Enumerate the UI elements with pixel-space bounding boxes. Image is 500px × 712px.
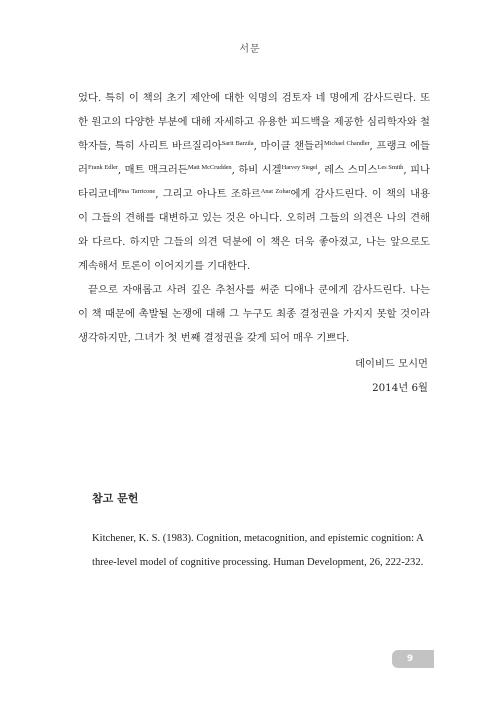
paragraph-text: , 그리고 아나트 조하르	[155, 188, 261, 200]
preface-body	[78, 86, 430, 350]
signature-date: 2014년 6월	[372, 382, 428, 394]
paragraph-text: 에게 감사드린다. 이 책의 내용이 그들의 견해를 대변하고 있는 것은 아니다. 오히려 그들의 의견은 나의 견해와 다르다. 하지만 그들의 의견 덕분에 이 책은 더욱 좋아졌고, 나는 앞으로도 계속해서 토론이 이어지기를 기대한다.	[78, 188, 430, 272]
page-number: 9	[406, 654, 414, 664]
original-name-note: Pina Tarricone	[117, 188, 156, 195]
acknowledgment-paragraph	[78, 86, 430, 278]
original-name-note: Harvey Siegel	[281, 164, 318, 171]
running-head: 서문	[239, 44, 261, 55]
paragraph-text: , 레스 스미스	[317, 164, 378, 176]
paragraph-text: , 피나 타리코네	[78, 164, 430, 200]
references-heading: 참고 문헌	[92, 492, 139, 505]
paragraph-text: , 프랭크 에들러	[78, 140, 430, 176]
paragraph-text: , 마이클 챈들러	[253, 140, 324, 152]
paragraph-text: 었다. 특히 이 책의 초기 제안에 대한 익명의 검토자 네 명에게 감사드린다. 또한 원고의 다양한 부분에 대해 자세하고 유용한 피드백을 제공한 심리학자와 철학자들, 특히 사리트 바르질리아	[78, 92, 430, 152]
original-name-note: Frank Edler	[87, 164, 118, 171]
paragraph-text: , 하비 시겔	[231, 164, 282, 176]
original-name-note: Anat Zohar	[260, 188, 291, 195]
original-name-note: Michael Chandler	[323, 140, 370, 147]
signature-block	[355, 352, 428, 400]
closing-paragraph: 끝으로 자애롭고 사려 깊은 추천사를 써준 디애나 쿤에게 감사드린다. 나는 이 책 때문에 촉발될 논쟁에 대해 그 누구도 최종 결정권을 가지지 못할 것이라 생각하지만, 그녀가 첫 번째 결정권을 갖게 되어 매우 기쁘다.	[78, 284, 430, 344]
original-name-note: Matt McCrudden	[187, 164, 232, 171]
original-name-note: Sarit Barzila	[221, 140, 254, 147]
author-name: 데이비드 모시먼	[355, 358, 428, 370]
paragraph-text: , 매트 맥크러든	[117, 164, 188, 176]
reference-entry: Kitchener, K. S. (1983). Cognition, metacognition, and epistemic cognition: A three-level model of cognitive processing. Human Development, 26, 222-232.	[92, 533, 424, 568]
original-name-note: Les Smith	[377, 164, 404, 171]
